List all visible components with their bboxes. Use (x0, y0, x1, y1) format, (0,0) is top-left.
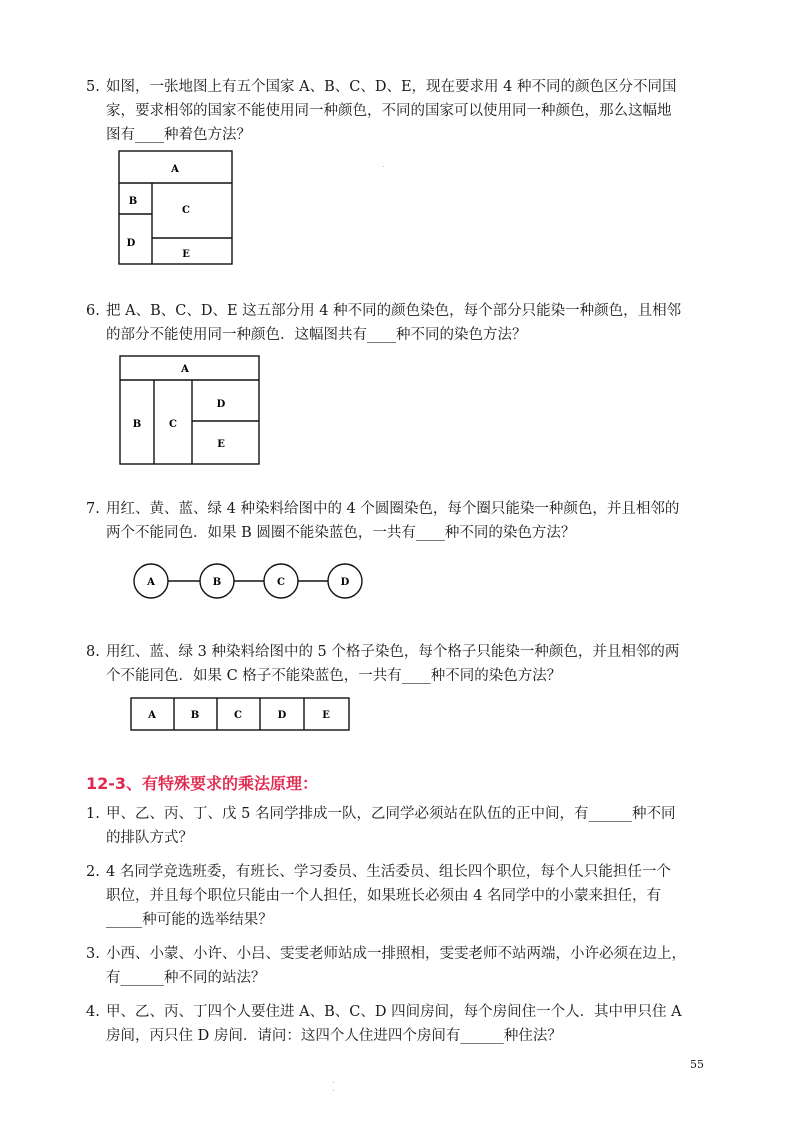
circle-a-label: A (147, 577, 155, 588)
map-figure-6 (119, 355, 261, 467)
map-figure-5 (118, 150, 234, 268)
problem-8-text-line-2: 个不能同色．如果 C 格子不能染蓝色，一共有____种不同的染色方法？ (106, 668, 562, 684)
problem-6-text-line-1: 把 A、B、C、D、E 这五部分用 4 种不同的颜色染色，每个部分只能染一种颜色，且相邻 (106, 303, 682, 319)
page-number: 55 (690, 1058, 704, 1071)
problem-5-number: 5. (86, 79, 100, 95)
cell-a-label: A (148, 710, 156, 721)
cell-c-label: C (234, 710, 242, 721)
region-b-label: B (128, 196, 138, 207)
grid-strip-figure-8 (130, 697, 352, 733)
region-e-label: E (182, 249, 190, 260)
problem-2-number: 2. (86, 864, 100, 880)
region-a-label: A (171, 164, 179, 175)
cell-b-label: B (190, 710, 200, 721)
region-b-label: B (132, 419, 142, 430)
problem-2-text-line-3: _____种可能的选举结果？ (106, 912, 273, 928)
problem-5-text-line-3: 图有____种着色方法？ (106, 127, 251, 143)
problem-7-text-line-2: 两个不能同色．如果 B 圆圈不能染蓝色，一共有____种不同的染色方法？ (106, 525, 576, 541)
problem-4-text-line-1: 甲、乙、丙、丁四个人要住进 A、B、C、D 四间房间，每个房间住一个人．其中甲只住 A (106, 1004, 682, 1020)
problem-3-text-line-2: 有______种不同的站法？ (106, 970, 266, 986)
cell-d-label: D (277, 710, 287, 721)
cell-e-label: E (322, 710, 330, 721)
region-c-label: C (182, 205, 190, 216)
problem-3-text-line-1: 小西、小蒙、小许、小吕、雯雯老师站成一排照相，雯雯老师不站两端，小许必须在边上， (106, 946, 686, 962)
problem-4-number: 4. (86, 1004, 100, 1020)
problem-6-number: 6. (86, 303, 100, 319)
scan-speck (383, 166, 384, 167)
circle-b-label: B (212, 577, 222, 588)
problem-2-text-line-1: 4 名同学竞选班委，有班长、学习委员、生活委员、组长四个职位，每个人只能担任一个 (106, 864, 671, 880)
scan-speck (333, 1090, 334, 1091)
problem-7-text-line-1: 用红、黄、蓝、绿 4 种染料给图中的 4 个圆圈染色，每个圈只能染一种颜色，并且相邻的 (106, 501, 680, 517)
problem-6-text-line-2: 的部分不能使用同一种颜色．这幅图共有____种不同的染色方法？ (106, 327, 527, 343)
scan-speck (333, 1082, 334, 1083)
section-heading: 12-3、有特殊要求的乘法原理： (86, 774, 319, 793)
problem-2-text-line-2: 职位，并且每个职位只能由一个人担任，如果班长必须由 4 名同学中的小蒙来担任，有 (106, 888, 661, 904)
circle-d-label: D (340, 577, 350, 588)
problem-3-number: 3. (86, 946, 100, 962)
problem-7-number: 7. (86, 501, 100, 517)
circle-chain-figure-7 (130, 561, 366, 603)
problem-1-text-line-1: 甲、乙、丙、丁、戊 5 名同学排成一队，乙同学必须站在队伍的正中间，有______种不同 (106, 806, 676, 822)
problem-4-text-line-2: 房间，丙只住 D 房间．请问：这四个人住进四个房间有______种住法？ (106, 1028, 562, 1044)
region-a-label: A (181, 364, 189, 375)
region-c-label: C (169, 419, 177, 430)
problem-1-text-line-2: 的排队方式？ (106, 830, 193, 846)
circle-c-label: C (277, 577, 285, 588)
problem-1-number: 1. (86, 806, 100, 822)
problem-8-number: 8. (86, 644, 100, 660)
problem-8-text-line-1: 用红、蓝、绿 3 种染料给图中的 5 个格子染色，每个格子只能染一种颜色，并且相邻的两 (106, 644, 680, 660)
region-e-label: E (217, 439, 225, 450)
region-d-label: D (216, 399, 226, 410)
region-d-label: D (126, 238, 136, 249)
problem-5-text-line-2: 家，要求相邻的国家不能使用同一种颜色，不同的国家可以使用同一种颜色，那么这幅地 (106, 103, 672, 119)
problem-5-text-line-1: 如图，一张地图上有五个国家 A、B、C、D、E，现在要求用 4 种不同的颜色区分不同国 (106, 79, 677, 95)
